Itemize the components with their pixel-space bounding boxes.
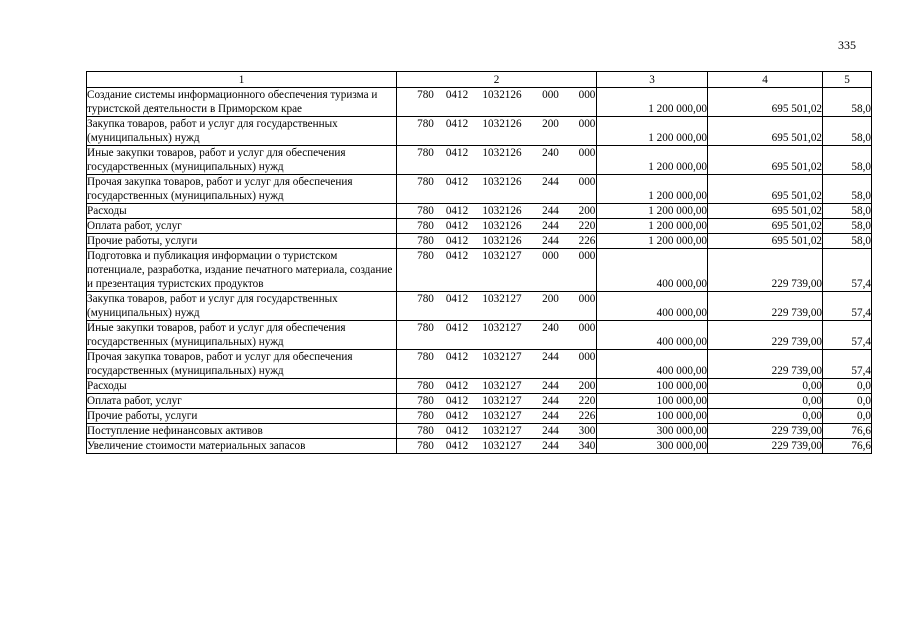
budget-table [86, 71, 872, 454]
table-row [87, 292, 872, 321]
target-code: 1032127 [482, 410, 522, 422]
expense-type-code: 244 [542, 351, 559, 363]
admin-code: 780 [417, 89, 434, 101]
fact-amount: 229 739,00 [708, 350, 823, 379]
row-codes [397, 350, 597, 379]
section-code: 0412 [445, 322, 469, 334]
admin-code: 780 [417, 220, 434, 232]
section-code: 0412 [445, 235, 469, 247]
row-name: Расходы [87, 379, 397, 394]
row-name: Прочая закупка товаров, работ и услуг для обеспечения государственных (муниципальных) нужд [87, 350, 397, 379]
row-codes [397, 204, 597, 219]
row-codes [397, 234, 597, 249]
table-body [87, 88, 872, 454]
kosgu-code: 200 [578, 205, 596, 217]
row-name: Закупка товаров, работ и услуг для государственных (муниципальных) нужд [87, 292, 397, 321]
row-codes [397, 321, 597, 350]
target-code: 1032126 [482, 235, 522, 247]
section-code: 0412 [445, 118, 469, 130]
target-code: 1032126 [482, 118, 522, 130]
plan-amount: 300 000,00 [597, 439, 708, 454]
fact-amount: 229 739,00 [708, 424, 823, 439]
row-name: Иные закупки товаров, работ и услуг для обеспечения государственных (муниципальных) нужд [87, 321, 397, 350]
execution-percent: 57,4 [823, 321, 872, 350]
expense-type-code: 244 [542, 205, 559, 217]
plan-amount: 300 000,00 [597, 424, 708, 439]
fact-amount: 229 739,00 [708, 249, 823, 292]
row-name: Создание системы информационного обеспечения туризма и туристской деятельности в Приморском крае [87, 88, 397, 117]
row-codes [397, 439, 597, 454]
admin-code: 780 [417, 322, 434, 334]
expense-type-code: 244 [542, 425, 559, 437]
fact-amount: 0,00 [708, 409, 823, 424]
execution-percent: 58,0 [823, 117, 872, 146]
target-code: 1032126 [482, 220, 522, 232]
row-codes [397, 146, 597, 175]
column-header-3: 3 [597, 72, 708, 88]
admin-code: 780 [417, 440, 434, 452]
fact-amount: 695 501,02 [708, 234, 823, 249]
page-number: 335 [838, 38, 856, 52]
kosgu-code: 340 [578, 440, 596, 452]
target-code: 1032127 [482, 250, 522, 262]
execution-percent: 57,4 [823, 350, 872, 379]
target-code: 1032127 [482, 440, 522, 452]
expense-type-code: 000 [542, 250, 559, 262]
table-row [87, 88, 872, 117]
table-row [87, 439, 872, 454]
plan-amount: 400 000,00 [597, 350, 708, 379]
execution-percent: 57,4 [823, 292, 872, 321]
row-name: Увеличение стоимости материальных запасов [87, 439, 397, 454]
column-header-5: 5 [823, 72, 872, 88]
plan-amount: 1 200 000,00 [597, 204, 708, 219]
column-header-4: 4 [708, 72, 823, 88]
plan-amount: 1 200 000,00 [597, 146, 708, 175]
kosgu-code: 000 [578, 147, 596, 159]
table-row [87, 249, 872, 292]
kosgu-code: 000 [578, 89, 596, 101]
expense-type-code: 244 [542, 395, 559, 407]
expense-type-code: 240 [542, 322, 559, 334]
plan-amount: 1 200 000,00 [597, 234, 708, 249]
row-codes [397, 292, 597, 321]
table-row [87, 175, 872, 204]
row-codes [397, 394, 597, 409]
row-codes [397, 88, 597, 117]
row-name: Оплата работ, услуг [87, 219, 397, 234]
target-code: 1032126 [482, 176, 522, 188]
target-code: 1032127 [482, 293, 522, 305]
target-code: 1032126 [482, 89, 522, 101]
expense-type-code: 200 [542, 293, 559, 305]
table-row [87, 204, 872, 219]
target-code: 1032127 [482, 322, 522, 334]
row-name: Поступление нефинансовых активов [87, 424, 397, 439]
kosgu-code: 200 [578, 380, 596, 392]
target-code: 1032126 [482, 147, 522, 159]
row-codes [397, 219, 597, 234]
kosgu-code: 220 [578, 395, 596, 407]
column-header-2: 2 [397, 72, 597, 88]
fact-amount: 229 739,00 [708, 292, 823, 321]
kosgu-code: 000 [578, 322, 596, 334]
admin-code: 780 [417, 293, 434, 305]
section-code: 0412 [445, 176, 469, 188]
section-code: 0412 [445, 410, 469, 422]
expense-type-code: 240 [542, 147, 559, 159]
expense-type-code: 244 [542, 220, 559, 232]
execution-percent: 57,4 [823, 249, 872, 292]
section-code: 0412 [445, 250, 469, 262]
admin-code: 780 [417, 147, 434, 159]
section-code: 0412 [445, 220, 469, 232]
kosgu-code: 300 [578, 425, 596, 437]
row-name: Расходы [87, 204, 397, 219]
execution-percent: 0,0 [823, 409, 872, 424]
plan-amount: 1 200 000,00 [597, 175, 708, 204]
fact-amount: 695 501,02 [708, 117, 823, 146]
kosgu-code: 226 [578, 410, 596, 422]
plan-amount: 1 200 000,00 [597, 117, 708, 146]
plan-amount: 1 200 000,00 [597, 88, 708, 117]
execution-percent: 76,6 [823, 439, 872, 454]
table-row [87, 117, 872, 146]
table-row [87, 409, 872, 424]
target-code: 1032127 [482, 425, 522, 437]
section-code: 0412 [445, 293, 469, 305]
target-code: 1032127 [482, 351, 522, 363]
admin-code: 780 [417, 395, 434, 407]
admin-code: 780 [417, 250, 434, 262]
fact-amount: 0,00 [708, 379, 823, 394]
fact-amount: 695 501,02 [708, 219, 823, 234]
plan-amount: 400 000,00 [597, 321, 708, 350]
kosgu-code: 000 [578, 250, 596, 262]
admin-code: 780 [417, 425, 434, 437]
target-code: 1032127 [482, 395, 522, 407]
target-code: 1032126 [482, 205, 522, 217]
section-code: 0412 [445, 89, 469, 101]
admin-code: 780 [417, 118, 434, 130]
row-codes [397, 409, 597, 424]
kosgu-code: 000 [578, 293, 596, 305]
plan-amount: 400 000,00 [597, 292, 708, 321]
table-row [87, 394, 872, 409]
fact-amount: 695 501,02 [708, 146, 823, 175]
table-row [87, 379, 872, 394]
section-code: 0412 [445, 351, 469, 363]
row-name: Прочие работы, услуги [87, 234, 397, 249]
row-codes [397, 249, 597, 292]
execution-percent: 58,0 [823, 175, 872, 204]
kosgu-code: 000 [578, 176, 596, 188]
header-row [87, 72, 872, 88]
fact-amount: 229 739,00 [708, 439, 823, 454]
expense-type-code: 244 [542, 410, 559, 422]
execution-percent: 0,0 [823, 379, 872, 394]
table-row [87, 146, 872, 175]
execution-percent: 0,0 [823, 394, 872, 409]
plan-amount: 1 200 000,00 [597, 219, 708, 234]
row-name: Оплата работ, услуг [87, 394, 397, 409]
section-code: 0412 [445, 147, 469, 159]
admin-code: 780 [417, 205, 434, 217]
table-row [87, 424, 872, 439]
section-code: 0412 [445, 440, 469, 452]
table-row [87, 321, 872, 350]
row-codes [397, 379, 597, 394]
plan-amount: 100 000,00 [597, 394, 708, 409]
section-code: 0412 [445, 205, 469, 217]
row-codes [397, 175, 597, 204]
expense-type-code: 200 [542, 118, 559, 130]
expense-type-code: 000 [542, 89, 559, 101]
expense-type-code: 244 [542, 176, 559, 188]
execution-percent: 58,0 [823, 219, 872, 234]
row-name: Закупка товаров, работ и услуг для государственных (муниципальных) нужд [87, 117, 397, 146]
admin-code: 780 [417, 351, 434, 363]
kosgu-code: 220 [578, 220, 596, 232]
row-name: Прочая закупка товаров, работ и услуг для обеспечения государственных (муниципальных) нужд [87, 175, 397, 204]
fact-amount: 695 501,02 [708, 204, 823, 219]
fact-amount: 695 501,02 [708, 175, 823, 204]
plan-amount: 100 000,00 [597, 409, 708, 424]
plan-amount: 400 000,00 [597, 249, 708, 292]
fact-amount: 0,00 [708, 394, 823, 409]
plan-amount: 100 000,00 [597, 379, 708, 394]
table-row [87, 219, 872, 234]
row-name: Подготовка и публикация информации о туристском потенциале, разработка, издание печатного материала, создание и презентация туристских продуктов [87, 249, 397, 292]
row-name: Иные закупки товаров, работ и услуг для обеспечения государственных (муниципальных) нужд [87, 146, 397, 175]
section-code: 0412 [445, 425, 469, 437]
admin-code: 780 [417, 235, 434, 247]
target-code: 1032127 [482, 380, 522, 392]
table-row [87, 350, 872, 379]
kosgu-code: 226 [578, 235, 596, 247]
execution-percent: 58,0 [823, 234, 872, 249]
kosgu-code: 000 [578, 351, 596, 363]
execution-percent: 58,0 [823, 146, 872, 175]
expense-type-code: 244 [542, 235, 559, 247]
fact-amount: 695 501,02 [708, 88, 823, 117]
execution-percent: 76,6 [823, 424, 872, 439]
fact-amount: 229 739,00 [708, 321, 823, 350]
row-codes [397, 117, 597, 146]
row-codes [397, 424, 597, 439]
admin-code: 780 [417, 380, 434, 392]
section-code: 0412 [445, 380, 469, 392]
execution-percent: 58,0 [823, 204, 872, 219]
section-code: 0412 [445, 395, 469, 407]
expense-type-code: 244 [542, 440, 559, 452]
row-name: Прочие работы, услуги [87, 409, 397, 424]
table-row [87, 234, 872, 249]
admin-code: 780 [417, 410, 434, 422]
column-header-1: 1 [87, 72, 397, 88]
expense-type-code: 244 [542, 380, 559, 392]
admin-code: 780 [417, 176, 434, 188]
execution-percent: 58,0 [823, 88, 872, 117]
kosgu-code: 000 [578, 118, 596, 130]
